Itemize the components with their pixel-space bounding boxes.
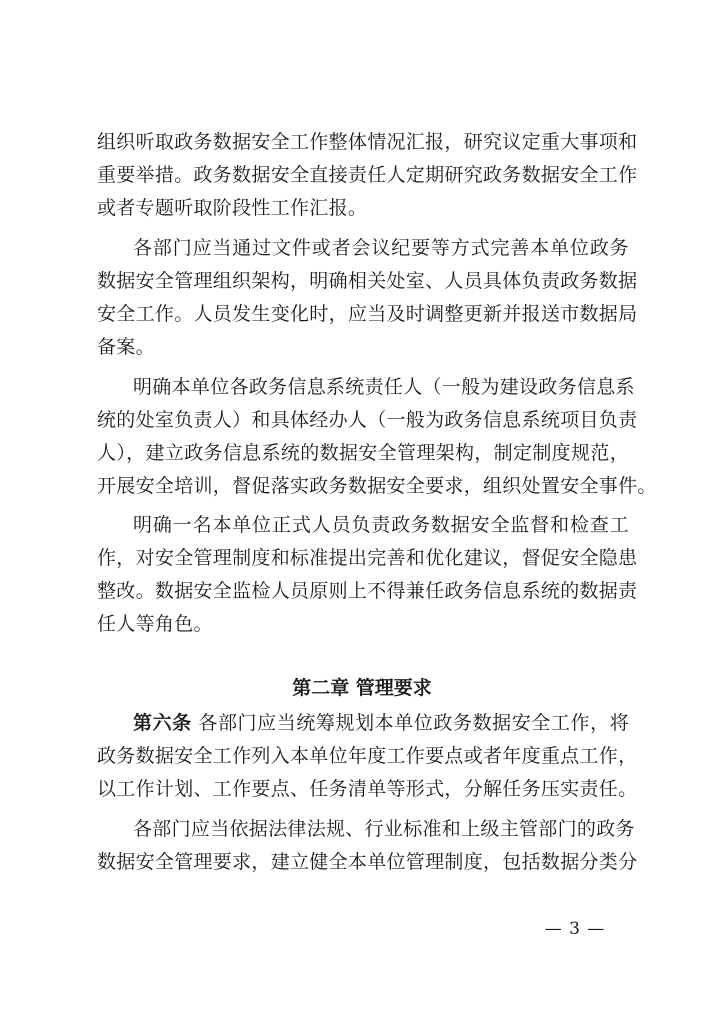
body-text-line: 数据安全管理要求，建立健全本单位管理制度，包括数据分类分 [97, 851, 638, 873]
body-text-line: 人），建立政务信息系统的数据安全管理架构，制定制度规范， [97, 442, 629, 464]
body-text-line: 明确一名本单位正式人员负责政务数据安全监督和检查工 [133, 514, 629, 536]
body-text-line: 安全工作。人员发生变化时，应当及时调整更新并报送市数据局 [97, 303, 638, 325]
page-number: — 3 — [544, 919, 606, 939]
body-text-line: 作，对安全管理制度和标准提出完善和优化建议，督促安全隐患 [97, 547, 638, 569]
article-first-line [133, 711, 629, 735]
body-text-line: 数据安全管理组织架构，明确相关处室、人员具体负责政务数据 [97, 270, 638, 292]
body-text-line: 整改。数据安全监检人员原则上不得兼任政务信息系统的数据责 [97, 580, 638, 602]
body-text-line: 各部门应当通过文件或者会议纪要等方式完善本单位政务 [133, 237, 629, 259]
body-text-line: 组织听取政务数据安全工作整体情况汇报，研究议定重大事项和 [97, 131, 638, 153]
body-text-line: 任人等角色。 [97, 613, 213, 635]
article-text: 各部门应当统筹规划本单位政务数据安全工作，将 [191, 712, 629, 734]
body-text-line: 各部门应当依据法律法规、行业标准和上级主管部门的政务 [133, 818, 635, 840]
body-text-line: 以工作计划、工作要点、任务清单等形式，分解任务压实责任。 [97, 778, 638, 800]
body-text-line: 备案。 [97, 336, 155, 358]
article-label: 第六条 [133, 712, 192, 734]
body-text-line: 重要举措。政务数据安全直接责任人定期研究政务数据安全工作 [97, 164, 638, 186]
body-text-line: 统的处室负责人）和具体经办人（一般为政务信息系统项目负责 [97, 409, 638, 431]
body-text-line: 或者专题听取阶段性工作汇报。 [97, 197, 368, 219]
body-text-line: 开展安全培训，督促落实政务数据安全要求，组织处置安全事件。 [97, 475, 657, 497]
body-text-line: 政务数据安全工作列入本单位年度工作要点或者年度重点工作， [97, 745, 638, 767]
chapter-heading: 第二章 管理要求 [292, 677, 432, 699]
body-text-line: 明确本单位各政务信息系统责任人（一般为建设政务信息系 [133, 376, 635, 398]
